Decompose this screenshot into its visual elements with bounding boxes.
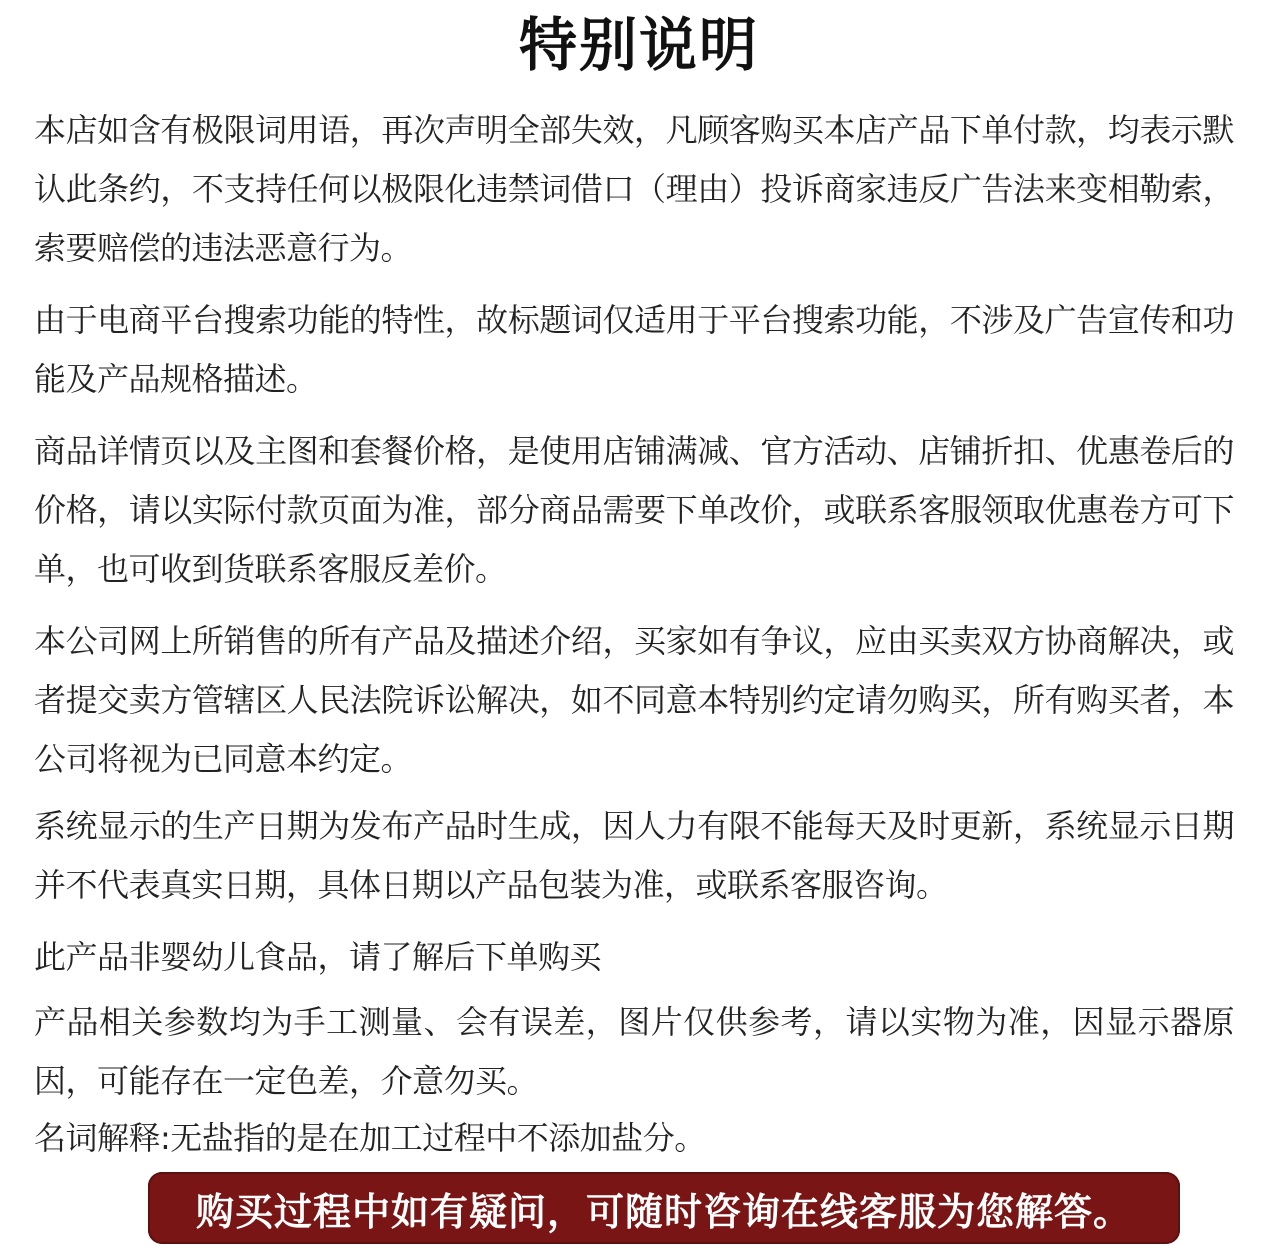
banner-text: 购买过程中如有疑问，可随时咨询在线客服为您解答。: [195, 1189, 1132, 1234]
notice-paragraph-search-titles: 由于电商平台搜索功能的特性，故标题词仅适用于平台搜索功能，不涉及广告宣传和功能及产品规格描述。: [34, 301, 1234, 398]
notice-paragraph-production-date: 系统显示的生产日期为发布产品时生成，因人力有限不能每天及时更新，系统显示日期并不代表真实日期，具体日期以产品包装为准，或联系客服咨询。: [34, 807, 1234, 904]
page-title: 特别说明: [518, 11, 759, 79]
notice-paragraph-not-infant-food: 此产品非婴幼儿食品，请了解后下单购买: [34, 938, 602, 976]
notice-paragraph-disputes: 本公司网上所销售的所有产品及描述介绍，买家如有争议，应由买卖双方协商解决，或者提交卖方管辖区人民法院诉讼解决，如不同意本特别约定请勿购买，所有购买者，本公司将视为已同意本约定。: [34, 622, 1234, 778]
customer-service-banner: [148, 1172, 1180, 1244]
notice-paragraph-extreme-words: 本店如含有极限词用语，再次声明全部失效，凡顾客购买本店产品下单付款，均表示默认此条约，不支持任何以极限化违禁词借口（理由）投诉商家违反广告法来变相勒索，索要赔偿的违法恶意行为。: [34, 111, 1234, 267]
notice-paragraph-measurement: 产品相关参数均为手工测量、会有误差，图片仅供参考，请以实物为准，因显示器原因，可能存在一定色差，介意勿买。: [34, 1003, 1234, 1100]
notice-paragraph-term-definition: 名词解释:无盐指的是在加工过程中不添加盐分。: [34, 1119, 706, 1157]
notice-paragraph-pricing: 商品详情页以及主图和套餐价格，是使用店铺满减、官方活动、店铺折扣、优惠卷后的价格，请以实际付款页面为准，部分商品需要下单改价，或联系客服领取优惠卷方可下单，也可收到货联系客服反差价。: [34, 432, 1234, 588]
